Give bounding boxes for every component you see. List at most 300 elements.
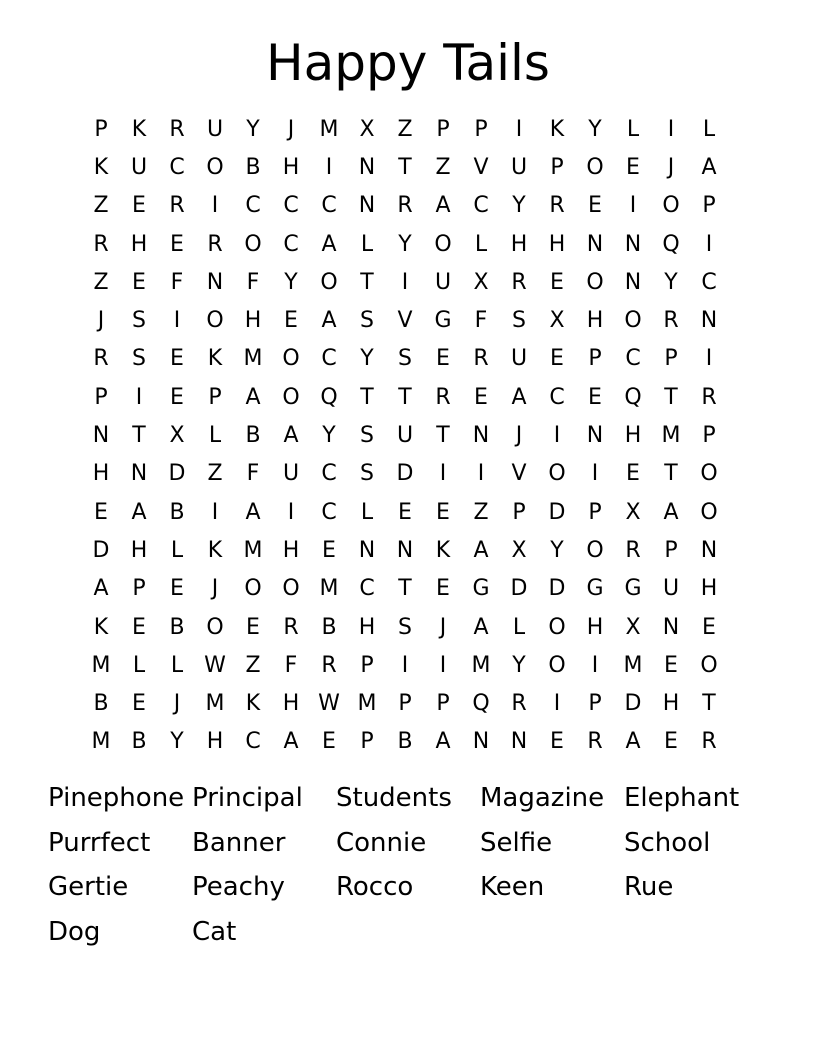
grid-letter: R <box>587 729 603 755</box>
grid-row <box>82 187 728 225</box>
grid-letter: C <box>701 269 717 295</box>
grid-letter: Y <box>664 269 678 295</box>
grid-letter: C <box>283 231 299 257</box>
grid-letter: A <box>93 576 109 602</box>
grid-letter: E <box>550 269 564 295</box>
grid-letter: H <box>92 461 110 487</box>
grid-letter: H <box>586 308 604 334</box>
grid-letter: D <box>168 461 186 487</box>
grid-row <box>82 416 728 454</box>
grid-letter: B <box>93 691 109 717</box>
grid-row <box>82 531 728 569</box>
grid-letter: Z <box>207 461 223 487</box>
grid-letter: B <box>321 614 337 640</box>
grid-letter: E <box>588 193 602 219</box>
grid-letter: I <box>287 499 295 525</box>
grid-letter: O <box>434 231 452 257</box>
grid-letter: O <box>700 499 718 525</box>
grid-letter: U <box>434 269 452 295</box>
grid-letter: A <box>245 499 261 525</box>
grid-letter: I <box>667 116 675 142</box>
word-list <box>48 776 768 954</box>
grid-letter: X <box>625 614 641 640</box>
grid-letter: H <box>510 231 528 257</box>
grid-letter: A <box>511 384 527 410</box>
grid-letter: D <box>624 691 642 717</box>
grid-letter: O <box>548 652 566 678</box>
grid-letter: E <box>436 346 450 372</box>
grid-letter: K <box>207 346 223 372</box>
grid-letter: I <box>629 193 637 219</box>
grid-letter: H <box>662 691 680 717</box>
word-list-item: Magazine <box>480 783 605 813</box>
grid-letter: P <box>398 691 412 717</box>
grid-letter: E <box>436 499 450 525</box>
grid-letter: J <box>97 308 105 334</box>
grid-letter: B <box>131 729 147 755</box>
grid-letter: O <box>700 652 718 678</box>
grid-letter: Y <box>550 537 564 563</box>
grid-letter: Z <box>93 269 109 295</box>
grid-letter: Z <box>397 116 413 142</box>
grid-letter: N <box>700 308 718 334</box>
grid-letter: I <box>173 308 181 334</box>
grid-letter: S <box>360 423 374 449</box>
grid-letter: B <box>245 423 261 449</box>
grid-letter: I <box>439 652 447 678</box>
grid-letter: R <box>435 384 451 410</box>
grid-letter: H <box>244 308 262 334</box>
grid-letter: U <box>206 116 224 142</box>
grid-letter: L <box>208 423 222 449</box>
grid-letter: E <box>626 154 640 180</box>
grid-letter: E <box>322 729 336 755</box>
grid-letter: E <box>436 576 450 602</box>
grid-letter: P <box>588 499 602 525</box>
grid-letter: R <box>549 193 565 219</box>
grid-letter: N <box>358 193 376 219</box>
grid-letter: N <box>358 154 376 180</box>
grid-letter: I <box>325 154 333 180</box>
grid-letter: H <box>282 154 300 180</box>
grid-letter: Y <box>398 231 412 257</box>
grid-letter: V <box>397 308 413 334</box>
grid-letter: O <box>244 231 262 257</box>
word-list-item: Rocco <box>336 872 414 902</box>
grid-letter: P <box>664 537 678 563</box>
grid-row <box>82 110 728 148</box>
grid-letter: U <box>510 154 528 180</box>
grid-letter: K <box>435 537 451 563</box>
grid-letter: J <box>287 116 295 142</box>
grid-letter: C <box>283 193 299 219</box>
grid-letter: P <box>588 346 602 372</box>
grid-letter: R <box>625 537 641 563</box>
grid-letter: E <box>588 384 602 410</box>
grid-letter: H <box>282 537 300 563</box>
grid-letter: X <box>169 423 185 449</box>
grid-row <box>82 608 728 646</box>
grid-letter: P <box>360 652 374 678</box>
grid-letter: N <box>700 537 718 563</box>
grid-letter: J <box>173 691 181 717</box>
grid-letter: I <box>401 269 409 295</box>
grid-letter: A <box>625 729 641 755</box>
grid-letter: T <box>664 461 678 487</box>
grid-letter: C <box>169 154 185 180</box>
grid-letter: R <box>169 193 185 219</box>
grid-letter: P <box>132 576 146 602</box>
grid-letter: C <box>321 193 337 219</box>
grid-letter: N <box>472 423 490 449</box>
grid-letter: G <box>472 576 490 602</box>
grid-letter: X <box>511 537 527 563</box>
grid-letter: J <box>667 154 675 180</box>
word-list-item: Rue <box>624 872 674 902</box>
grid-letter: Y <box>246 116 260 142</box>
grid-letter: H <box>282 691 300 717</box>
grid-letter: L <box>474 231 488 257</box>
grid-letter: L <box>512 614 526 640</box>
grid-letter: A <box>321 231 337 257</box>
grid-letter: O <box>206 154 224 180</box>
grid-letter: T <box>398 576 412 602</box>
grid-letter: L <box>626 116 640 142</box>
grid-row <box>82 684 728 722</box>
grid-letter: Y <box>512 193 526 219</box>
grid-letter: C <box>549 384 565 410</box>
grid-letter: M <box>205 691 225 717</box>
word-list-item: Gertie <box>48 872 129 902</box>
grid-letter: P <box>512 499 526 525</box>
word-list-item: Selfie <box>480 827 553 858</box>
grid-letter: A <box>283 423 299 449</box>
grid-letter: R <box>93 346 109 372</box>
grid-letter: L <box>170 652 184 678</box>
grid-letter: A <box>473 614 489 640</box>
grid-letter: T <box>132 423 146 449</box>
grid-letter: R <box>169 116 185 142</box>
grid-letter: T <box>398 154 412 180</box>
grid-letter: N <box>92 423 110 449</box>
grid-letter: J <box>515 423 523 449</box>
grid-letter: R <box>511 691 527 717</box>
grid-letter: I <box>705 346 713 372</box>
grid-letter: I <box>553 423 561 449</box>
grid-letter: F <box>246 269 260 295</box>
grid-letter: D <box>92 537 110 563</box>
grid-letter: H <box>358 614 376 640</box>
grid-letter: J <box>211 576 219 602</box>
grid-letter: C <box>321 499 337 525</box>
grid-letter: P <box>550 154 564 180</box>
grid-letter: R <box>283 614 299 640</box>
grid-letter: I <box>211 499 219 525</box>
grid-letter: R <box>321 652 337 678</box>
grid-letter: Y <box>170 729 184 755</box>
word-list-item: Dog <box>48 916 101 947</box>
grid-letter: M <box>319 116 339 142</box>
grid-letter: P <box>208 384 222 410</box>
grid-letter: R <box>701 729 717 755</box>
grid-letter: E <box>132 691 146 717</box>
grid-letter: I <box>439 461 447 487</box>
word-list-item: School <box>624 827 711 858</box>
grid-letter: Y <box>588 116 602 142</box>
grid-letter: Q <box>662 231 680 257</box>
grid-letter: M <box>243 537 263 563</box>
grid-letter: P <box>436 691 450 717</box>
grid-letter: Q <box>624 384 642 410</box>
grid-letter: Z <box>245 652 261 678</box>
grid-letter: D <box>396 461 414 487</box>
grid-letter: O <box>700 461 718 487</box>
grid-letter: W <box>318 691 340 717</box>
grid-letter: N <box>396 537 414 563</box>
grid-letter: N <box>624 269 642 295</box>
grid-letter: U <box>396 423 414 449</box>
grid-letter: L <box>170 537 184 563</box>
grid-letter: H <box>206 729 224 755</box>
grid-letter: H <box>130 231 148 257</box>
grid-letter: E <box>284 308 298 334</box>
grid-letter: N <box>624 231 642 257</box>
grid-letter: O <box>282 576 300 602</box>
grid-letter: H <box>548 231 566 257</box>
grid-letter: R <box>473 346 489 372</box>
grid-letter: U <box>662 576 680 602</box>
grid-letter: W <box>204 652 226 678</box>
grid-row <box>82 723 728 761</box>
grid-letter: K <box>207 537 223 563</box>
grid-letter: R <box>663 308 679 334</box>
grid-letter: I <box>135 384 143 410</box>
grid-letter: O <box>586 269 604 295</box>
grid-letter: I <box>591 652 599 678</box>
grid-letter: M <box>243 346 263 372</box>
grid-letter: M <box>357 691 377 717</box>
grid-letter: A <box>245 384 261 410</box>
grid-letter: Z <box>435 154 451 180</box>
grid-letter: T <box>436 423 450 449</box>
grid-letter: N <box>206 269 224 295</box>
grid-letter: R <box>207 231 223 257</box>
grid-letter: K <box>131 116 147 142</box>
grid-letter: E <box>664 729 678 755</box>
grid-letter: A <box>131 499 147 525</box>
grid-letter: E <box>170 576 184 602</box>
grid-letter: S <box>398 614 412 640</box>
grid-letter: C <box>321 461 337 487</box>
grid-letter: M <box>319 576 339 602</box>
grid-letter: X <box>359 116 375 142</box>
grid-row <box>82 263 728 301</box>
grid-letter: N <box>586 423 604 449</box>
grid-letter: L <box>702 116 716 142</box>
grid-letter: H <box>586 614 604 640</box>
grid-row <box>82 148 728 186</box>
grid-letter: X <box>625 499 641 525</box>
grid-letter: Y <box>360 346 374 372</box>
grid-letter: P <box>702 193 716 219</box>
grid-letter: S <box>360 308 374 334</box>
grid-row <box>82 455 728 493</box>
grid-letter: M <box>91 652 111 678</box>
grid-letter: P <box>588 691 602 717</box>
grid-letter: C <box>321 346 337 372</box>
grid-letter: I <box>477 461 485 487</box>
grid-letter: O <box>586 537 604 563</box>
word-list-item: Keen <box>480 872 545 902</box>
grid-letter: O <box>586 154 604 180</box>
grid-letter: C <box>473 193 489 219</box>
grid-letter: D <box>548 576 566 602</box>
grid-letter: Y <box>512 652 526 678</box>
grid-letter: E <box>132 614 146 640</box>
grid-letter: M <box>91 729 111 755</box>
grid-letter: G <box>586 576 604 602</box>
grid-letter: I <box>705 231 713 257</box>
grid-letter: T <box>398 384 412 410</box>
grid-letter: O <box>548 461 566 487</box>
grid-letter: E <box>474 384 488 410</box>
grid-letter: C <box>625 346 641 372</box>
grid-letter: E <box>94 499 108 525</box>
word-list-item: Banner <box>192 827 286 858</box>
grid-letter: R <box>511 269 527 295</box>
grid-letter: C <box>359 576 375 602</box>
grid-letter: T <box>360 384 374 410</box>
grid-letter: U <box>510 346 528 372</box>
grid-letter: R <box>397 193 413 219</box>
grid-letter: L <box>360 499 374 525</box>
grid-row <box>82 646 728 684</box>
grid-letter: E <box>398 499 412 525</box>
grid-letter: I <box>591 461 599 487</box>
grid-row <box>82 301 728 339</box>
letter-grid <box>82 110 728 761</box>
grid-letter: F <box>284 652 298 678</box>
grid-letter: U <box>282 461 300 487</box>
grid-letter: E <box>550 346 564 372</box>
grid-letter: N <box>662 614 680 640</box>
grid-letter: N <box>358 537 376 563</box>
grid-letter: N <box>130 461 148 487</box>
grid-letter: U <box>130 154 148 180</box>
grid-letter: S <box>398 346 412 372</box>
grid-letter: E <box>132 269 146 295</box>
grid-letter: A <box>321 308 337 334</box>
grid-letter: R <box>701 384 717 410</box>
grid-letter: I <box>515 116 523 142</box>
grid-letter: Q <box>472 691 490 717</box>
grid-letter: O <box>206 308 224 334</box>
grid-letter: N <box>586 231 604 257</box>
word-list-item: Students <box>336 783 452 813</box>
grid-letter: E <box>626 461 640 487</box>
grid-letter: A <box>283 729 299 755</box>
grid-letter: O <box>282 346 300 372</box>
grid-letter: S <box>360 461 374 487</box>
grid-letter: T <box>702 691 716 717</box>
grid-letter: S <box>512 308 526 334</box>
grid-letter: A <box>435 729 451 755</box>
grid-letter: E <box>322 537 336 563</box>
grid-row <box>82 570 728 608</box>
grid-letter: L <box>360 231 374 257</box>
grid-letter: H <box>130 537 148 563</box>
grid-letter: E <box>664 652 678 678</box>
grid-row <box>82 378 728 416</box>
grid-letter: M <box>471 652 491 678</box>
grid-letter: I <box>553 691 561 717</box>
grid-letter: P <box>94 384 108 410</box>
grid-letter: N <box>472 729 490 755</box>
grid-letter: E <box>246 614 260 640</box>
grid-letter: F <box>246 461 260 487</box>
grid-letter: B <box>169 499 185 525</box>
grid-letter: M <box>661 423 681 449</box>
grid-letter: F <box>170 269 184 295</box>
grid-letter: G <box>434 308 452 334</box>
grid-letter: Z <box>473 499 489 525</box>
grid-letter: M <box>623 652 643 678</box>
grid-letter: Q <box>320 384 338 410</box>
grid-letter: X <box>549 308 565 334</box>
grid-letter: J <box>439 614 447 640</box>
grid-letter: E <box>170 346 184 372</box>
grid-letter: O <box>548 614 566 640</box>
grid-letter: D <box>548 499 566 525</box>
grid-letter: K <box>245 691 261 717</box>
grid-letter: T <box>360 269 374 295</box>
grid-letter: C <box>245 193 261 219</box>
grid-letter: A <box>473 537 489 563</box>
grid-letter: E <box>170 384 184 410</box>
grid-letter: B <box>397 729 413 755</box>
grid-letter: C <box>245 729 261 755</box>
grid-letter: P <box>94 116 108 142</box>
grid-letter: B <box>245 154 261 180</box>
grid-letter: O <box>244 576 262 602</box>
grid-row <box>82 340 728 378</box>
grid-letter: F <box>474 308 488 334</box>
grid-letter: X <box>473 269 489 295</box>
grid-letter: O <box>282 384 300 410</box>
grid-letter: E <box>132 193 146 219</box>
word-list-item: Connie <box>336 827 427 858</box>
grid-letter: P <box>436 116 450 142</box>
word-list-item: Principal <box>192 783 303 813</box>
grid-letter: P <box>664 346 678 372</box>
grid-letter: S <box>132 346 146 372</box>
grid-letter: H <box>700 576 718 602</box>
grid-letter: I <box>211 193 219 219</box>
grid-letter: A <box>435 193 451 219</box>
grid-letter: A <box>663 499 679 525</box>
grid-letter: E <box>550 729 564 755</box>
grid-letter: O <box>662 193 680 219</box>
grid-letter: Z <box>93 193 109 219</box>
grid-letter: P <box>702 423 716 449</box>
grid-letter: R <box>93 231 109 257</box>
grid-letter: V <box>511 461 527 487</box>
grid-letter: E <box>170 231 184 257</box>
grid-letter: A <box>701 154 717 180</box>
word-list-item: Peachy <box>192 872 285 902</box>
grid-letter: L <box>132 652 146 678</box>
grid-letter: E <box>702 614 716 640</box>
